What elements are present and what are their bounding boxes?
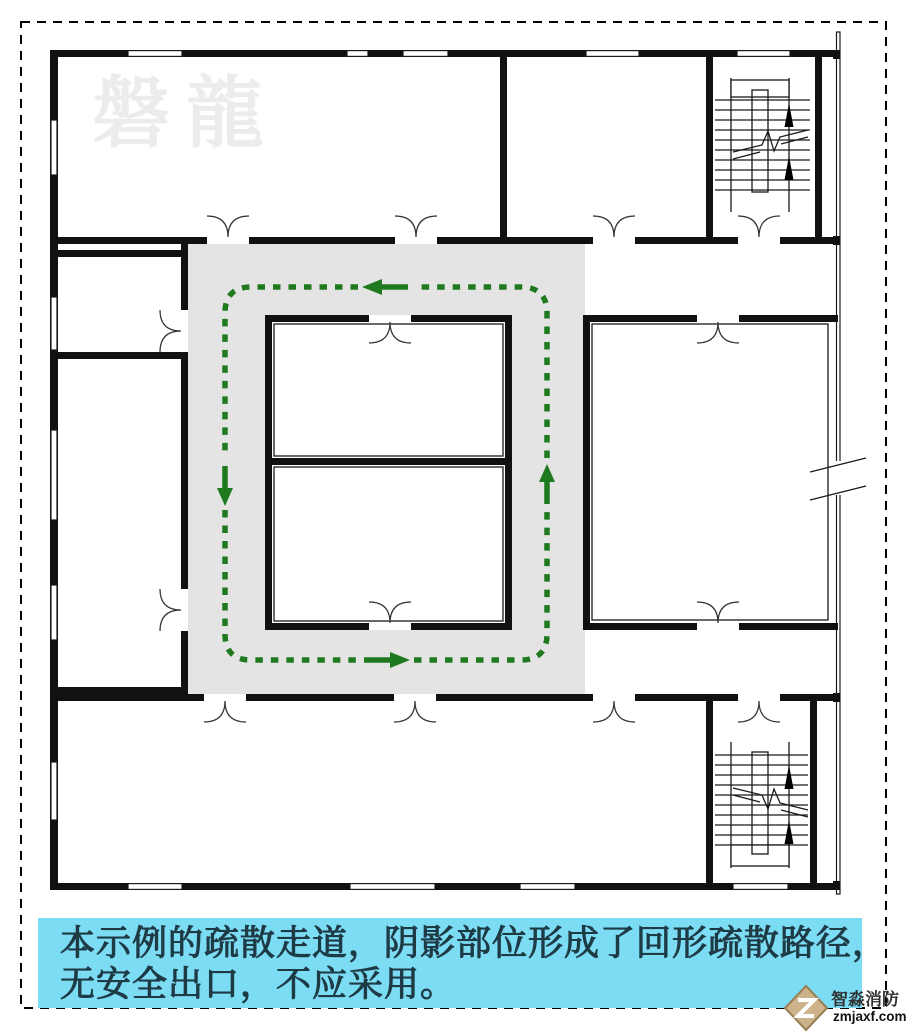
door-swing [204, 701, 246, 722]
vendor-logo [785, 986, 907, 1030]
stair-direction-arrow-icon [785, 765, 794, 789]
route-dashed-path [225, 287, 547, 660]
watermark-text: 磐龍 [92, 69, 281, 157]
door-swing [738, 701, 780, 722]
door-swing [369, 322, 411, 343]
stair-break-line [733, 788, 808, 810]
door-swing [593, 216, 635, 237]
logo-website: zmjaxf.com [833, 1009, 907, 1024]
stair-treads [715, 742, 808, 868]
logo-company-name: 智淼消防 [831, 990, 899, 1009]
door-swing [395, 216, 437, 237]
stair-break-line [733, 130, 808, 152]
staircase-bottom-right [715, 742, 808, 868]
stair-stringer [752, 90, 768, 192]
door-swing [697, 322, 739, 343]
door-swing [593, 701, 635, 722]
door-swing [738, 216, 780, 237]
caption-line-1: 本示例的疏散走道，阴影部位形成了回形疏散路径， [60, 924, 889, 963]
wall-break-symbol [810, 458, 866, 500]
staircase-top-right [715, 78, 810, 212]
stair-break-line [733, 795, 808, 817]
door-swing [394, 701, 436, 722]
stair-direction-arrow-icon [785, 103, 794, 127]
door-swing [207, 216, 249, 237]
door-swing [160, 310, 181, 352]
stair-direction-arrow-icon [785, 820, 794, 844]
door-swing [369, 602, 411, 623]
caption-line-2: 无安全出口，不应采用。 [60, 965, 457, 1004]
caption-band [38, 918, 888, 1008]
door-swing [160, 589, 181, 631]
